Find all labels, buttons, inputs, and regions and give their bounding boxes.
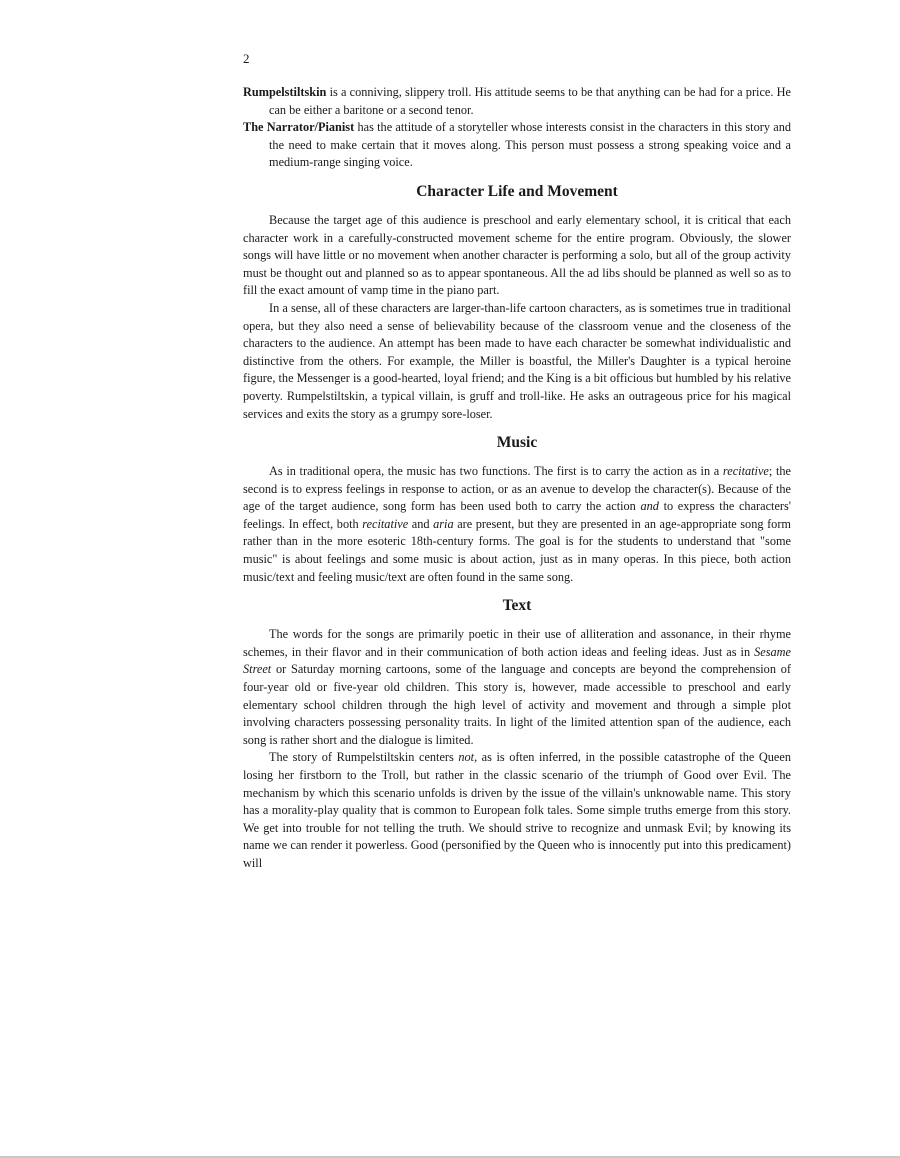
character-name: Rumpelstiltskin (243, 85, 327, 99)
italic-run: aria (433, 516, 454, 531)
heading-text: Text (502, 597, 532, 615)
text-run: ; the second is to express feelings in response to action, or as an avenue to develop the character(s). Because of the age of the target audience, song form has been used both to carry the action (243, 464, 791, 514)
paragraph (243, 463, 791, 586)
italic-run: not (458, 750, 475, 765)
text-run: and (408, 516, 434, 531)
character-entry-narrator (243, 119, 791, 172)
heading-character-life: Character Life and Movement (416, 182, 618, 200)
text-run: to express the characters' feelings. In effect, both (243, 499, 792, 531)
italic-run: Sesame Street (243, 644, 791, 677)
document-page (243, 50, 791, 873)
paragraph (243, 626, 791, 749)
text-run: , as is often inferred, in the possible catastrophe of the Queen losing her firstborn to the Troll, but rather in the classic scenario of the triumph of Good over Evil. The mechanism by which this scenario unfolds is driven by the issue of the villain's unknowable name. This story has a morality-play quality that is common to European folk tales. Some simple truths emerge from this story. We get into trouble for not telling the truth. We should strive to recognize and unmask Evil; by knowing its name we can render it powerless. Good (personified by the Queen who is innocently put into this predicament) will (243, 750, 791, 870)
character-name: The Narrator/Pianist (243, 120, 355, 135)
page-number: 2 (243, 51, 250, 66)
text-run: As in traditional opera, the music has two functions. The first is to carry the action as in a (269, 464, 723, 479)
paragraph: In a sense, all of these characters are larger-than-life cartoon characters, as is sometimes true in traditional opera, but they also need a sense of believability because of the classroom venue and the closeness of the characters to the audience. An attempt has been made to have each character be somewhat individualistic and distinctive from the others. For example, the Miller is boastful, the Miller's Daughter is a typical heroine figure, the Messenger is a good-hearted, loyal friend; and the King is a bit officious but humbled by his relative poverty. Rumpelstiltskin, a typical villain, is gruff and troll-like. He asks an outrageous price for his magical services and exits the story as a grumpy sore-loser. (243, 300, 791, 421)
text-run: The words for the songs are primarily poetic in their use of alliteration and assonance, in their rhyme schemes, in their flavor and in their communication of both action ideas and feeling ideas. Just as in (243, 627, 791, 659)
text-run: are present, but they are presented in an age-appropriate song form rather than in the more esoteric 18th-century forms. The goal is for the students to understand that "some music" is about feelings and some music is about action, just as in many operas. In this piece, both action music/text and feeling music/text are often found in the same song. (243, 516, 791, 584)
character-description: is a conniving, slippery troll. His attitude seems to be that anything can be had for a price. He can be either a baritone or a second tenor. (269, 85, 791, 117)
character-description: has the attitude of a storyteller whose interests consist in the characters in this story and the need to make certain that it moves along. This person must possess a strong speaking voice and a medium-range singing voice. (269, 120, 791, 170)
character-entry-rumpelstiltskin (243, 84, 791, 119)
italic-run: recitative (362, 516, 409, 531)
paragraph (243, 749, 791, 872)
text-run: The story of Rumpelstiltskin centers (269, 750, 459, 765)
paragraph: Because the target age of this audience is preschool and early elementary school, it is critical that each character work in a carefully-constructed movement scheme for the entire program. Obviously, the slower songs will have little or no movement when another character is performing a solo, but all of the group activity must be thought out and planned so as to appear spontaneous. All the ad libs should be planned as well so as to fill the exact amount of vamp time in the piano part. (243, 212, 791, 298)
heading-music: Music (496, 434, 538, 452)
italic-run: and (640, 499, 659, 514)
text-run: or Saturday morning cartoons, some of the language and concepts are beyond the comprehension of four-year old or five-year old children. This story is, however, made accessible to preschool and early elementary school children through the high level of activity and movement and through a simple plot involving characters possessing personality traits. In light of the limited attention span of the audience, each song is rather short and the dialogue is limited. (243, 662, 791, 747)
italic-run: recitative (722, 464, 769, 479)
